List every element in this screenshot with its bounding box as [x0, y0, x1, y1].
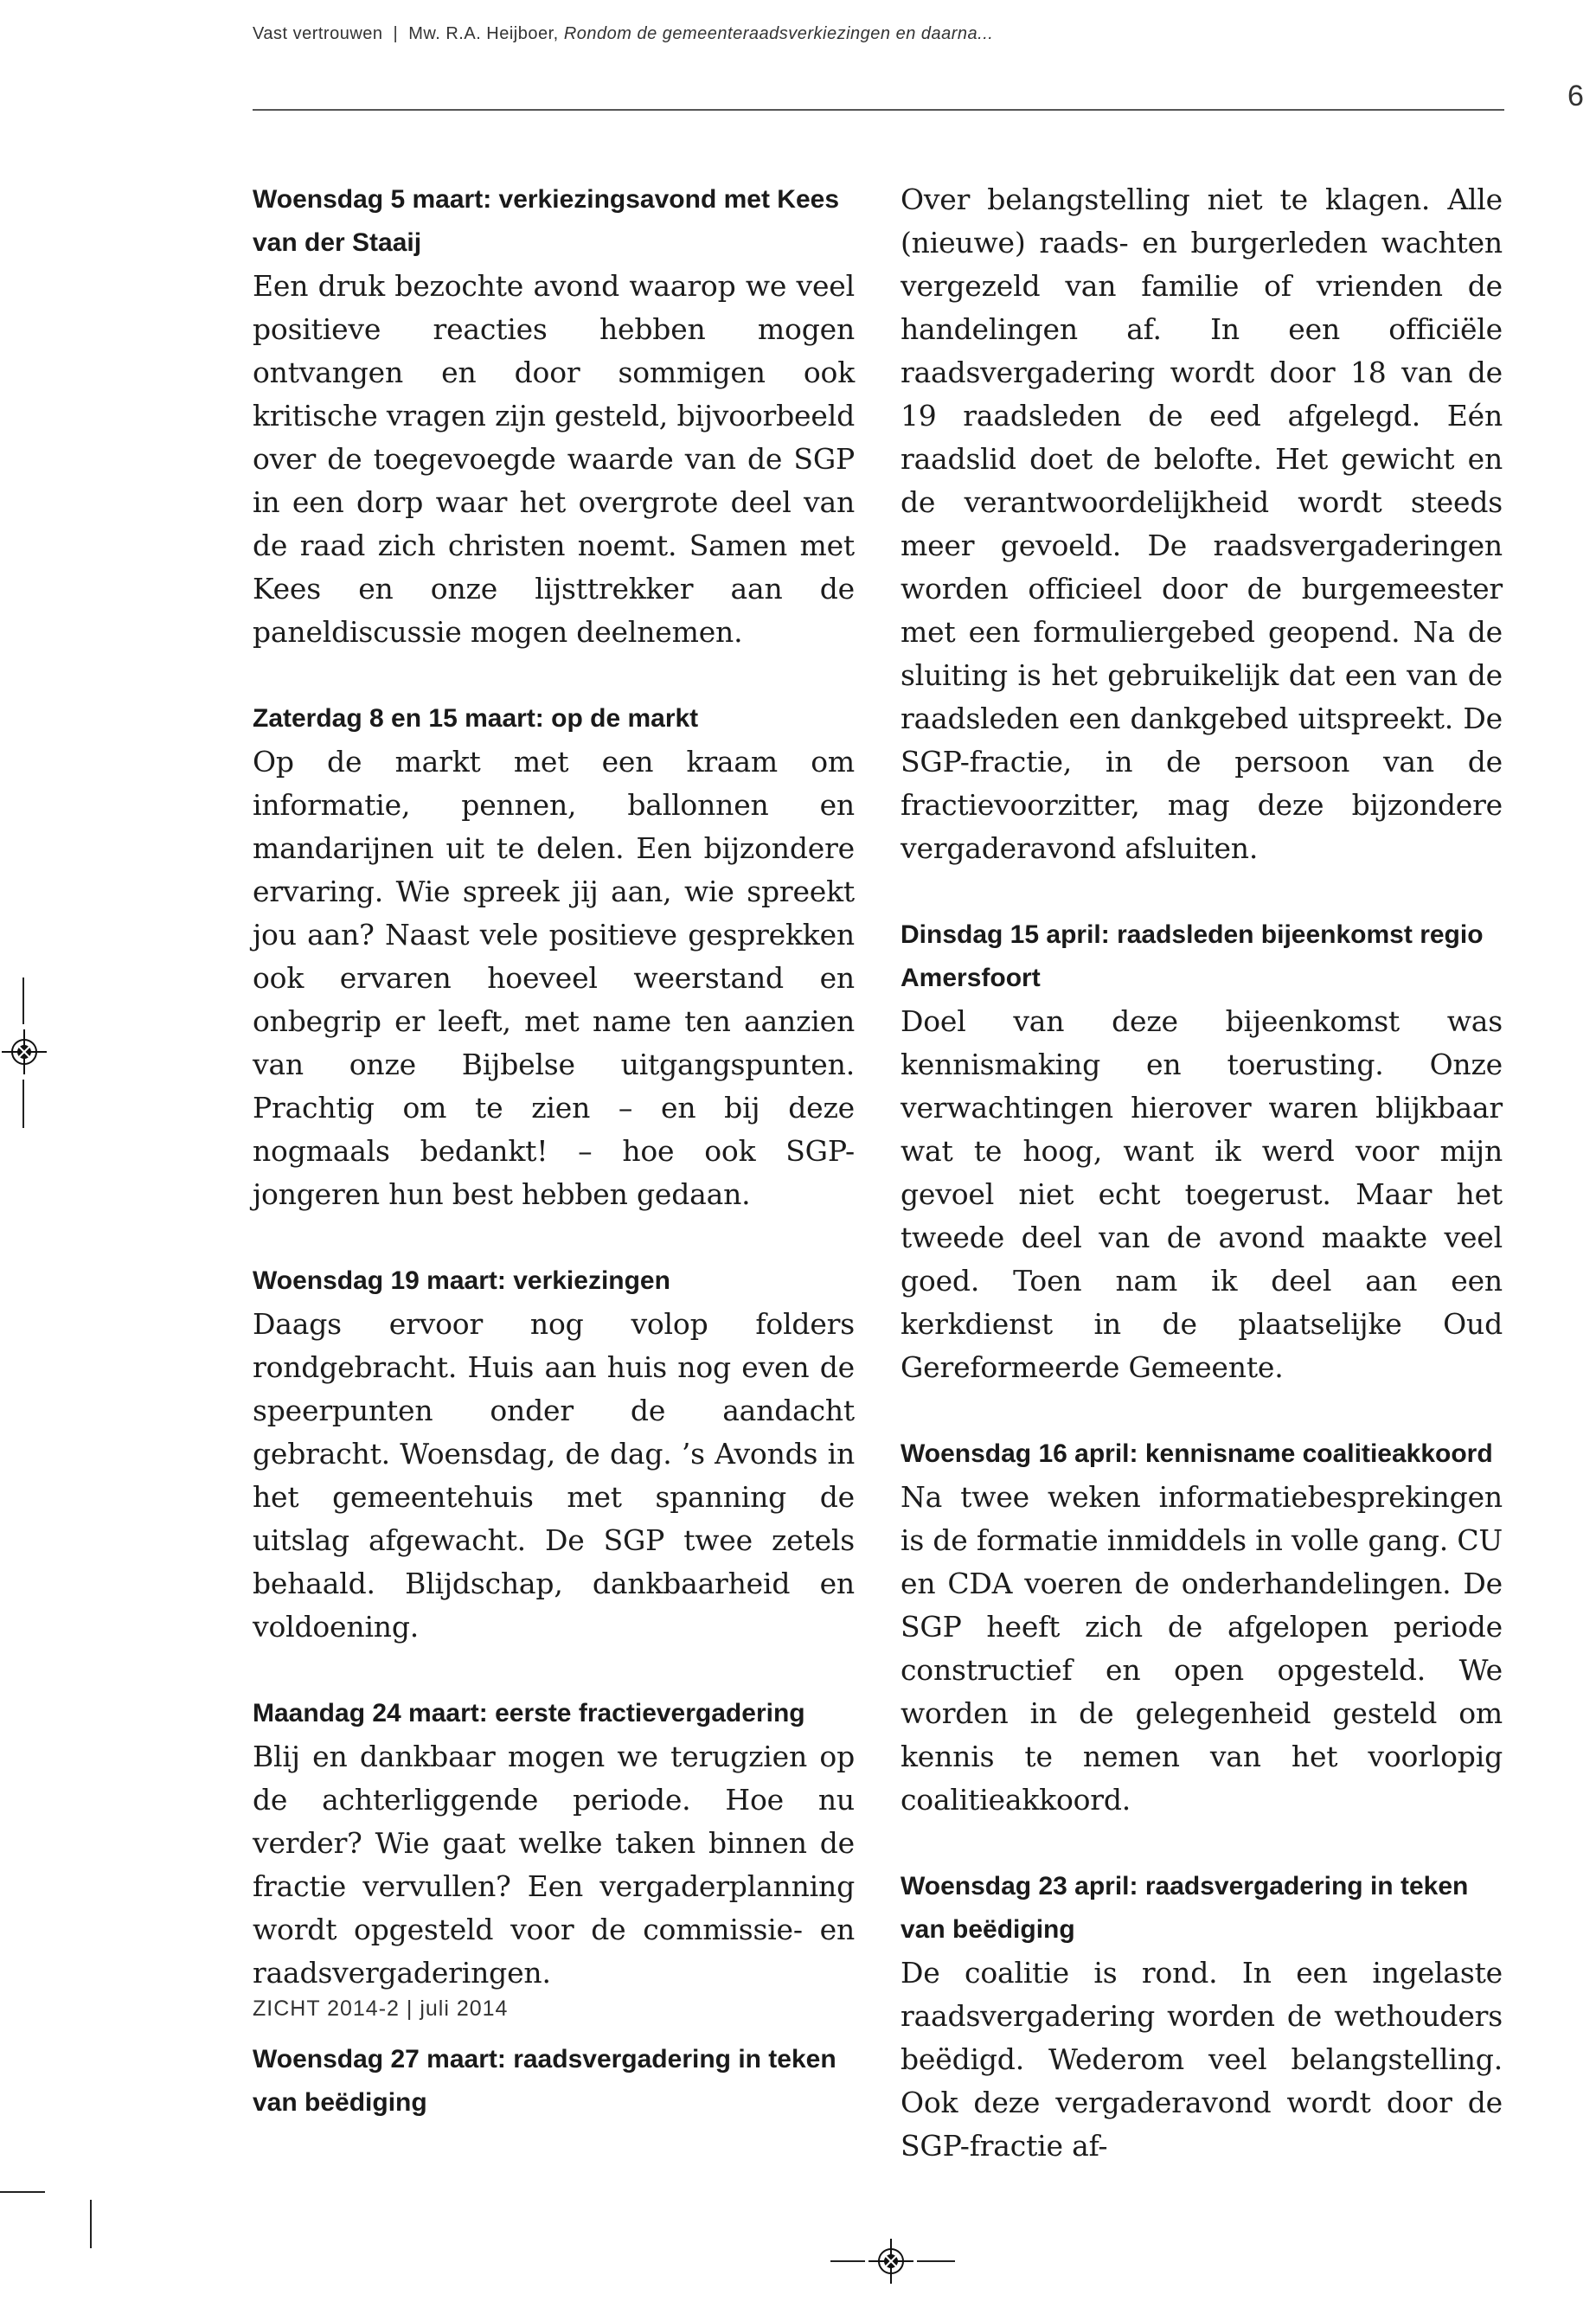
- article-section: [253, 1692, 855, 1995]
- right-column: [901, 178, 1503, 2211]
- page-number: 6: [1567, 80, 1584, 112]
- article-section: [253, 2038, 855, 2125]
- header-rule: [253, 109, 1504, 111]
- section-body: Blij en dankbaar mogen we terugzien op de achterliggende periode. Hoe nu verder? Wie gaat welke taken binnen de fractie vervullen? Een vergaderplanning wordt opgesteld voor de commissie- en raadsvergaderingen.: [253, 1740, 855, 1990]
- section-body: De coalitie is rond. In een ingelaste raadsvergadering worden de wethouders beëdigd. Wederom veel belangstelling. Ook deze vergaderavond wordt door de SGP-fractie af-: [901, 1956, 1503, 2163]
- footer-citation: ZICHT 2014-2 | juli 2014: [253, 1997, 509, 2021]
- article-section: [253, 178, 855, 654]
- article-section: [901, 1865, 1503, 2168]
- article-section: [901, 913, 1503, 1389]
- section-heading: Zaterdag 8 en 15 maart: op de markt: [253, 704, 699, 733]
- section-heading: Woensdag 27 maart: raadsvergadering in teken van beëdiging: [253, 2045, 836, 2117]
- crop-line: [830, 2260, 865, 2262]
- section-body: Op de markt met een kraam om informatie, pennen, ballonnen en mandarijnen uit te delen. Een bijzondere ervaring. Wie spreek jij aan, wie spreekt jou aan? Naast vele positieve gesprekken ook ervaren hoeveel weerstand en onbegrip er leeft, met name ten aanzien van onze Bijbelse uitgangspunten. Prachtig om te zien – en bij deze nogmaals bedankt! – hoe ook SGP-jongeren hun best hebben gedaan.: [253, 745, 855, 1211]
- article-section: [253, 1259, 855, 1649]
- running-head-title: Rondom de gemeenteraadsverkiezingen en daarna...: [563, 24, 994, 43]
- crop-line: [0, 2191, 45, 2193]
- crop-line: [22, 1080, 24, 1128]
- section-body: Een druk bezochte avond waarop we veel positieve reacties hebben mogen ontvangen en door sommigen ook kritische vragen zijn gesteld, bijvoorbeeld over de toegevoegde waarde van de SGP in een dorp waar het overgrote deel van de raad zich christen noemt. Samen met Kees en onze lijsttrekker aan de paneldiscussie mogen deelnemen.: [253, 269, 855, 649]
- section-body: Over belangstelling niet te klagen. Alle (nieuwe) raads- en burgerleden wachten vergezeld van familie of vrienden de handelingen af. In een officiële raadsvergadering wordt door 18 van de 19 raadsleden de eed afgelegd. Eén raadslid doet de belofte. Het gewicht en de verantwoordelijkheid wordt steeds meer gevoeld. De raadsvergaderingen worden officieel door de burgemeester met een formuliergebed geopend. Na de sluiting is het gebruikelijk dat een van de raadsleden een dankgebed uitspreekt. De SGP-fractie, in de persoon van de fractievoorzitter, mag deze bijzondere vergaderavond afsluiten.: [901, 183, 1503, 865]
- running-head: [253, 24, 993, 44]
- section-heading: Woensdag 5 maart: verkiezingsavond met Kees van der Staaij: [253, 185, 840, 257]
- running-head-author: Mw. R.A. Heijboer,: [408, 24, 559, 43]
- left-column: [253, 178, 855, 2168]
- section-body: Daags ervoor nog volop folders rondgebracht. Huis aan huis nog even de speerpunten onder de aandacht gebracht. Woensdag, de dag. ’s Avonds in het gemeentehuis met spanning de uitslag afgewacht. De SGP twee zetels behaald. Blijdschap, dankbaarheid en voldoening.: [253, 1307, 855, 1644]
- crop-line: [22, 977, 24, 1024]
- running-head-separator: |: [393, 24, 399, 43]
- registration-mark-icon: [869, 2239, 913, 2284]
- article-section: [901, 178, 1503, 870]
- section-heading: Maandag 24 maart: eerste fractievergadering: [253, 1699, 805, 1727]
- registration-mark-icon: [2, 1029, 47, 1074]
- article-section: [901, 1433, 1503, 1822]
- section-heading: Woensdag 16 april: kennisname coalitieakkoord: [901, 1439, 1493, 1468]
- section-body: Doel van deze bijeenkomst was kennismaking en toerusting. Onze verwachtingen hierover waren blijkbaar wat te hoog, want ik werd voor mijn gevoel niet echt toegerust. Maar het tweede deel van de avond maakte veel goed. Toen nam ik deel aan een kerkdienst in de plaatselijke Oud Gereformeerde Gemeente.: [901, 1004, 1503, 1384]
- crop-line: [917, 2260, 955, 2262]
- running-head-series: Vast vertrouwen: [253, 24, 383, 43]
- section-heading: Woensdag 23 april: raadsvergadering in teken van beëdiging: [901, 1872, 1469, 1944]
- section-body: Na twee weken informatiebesprekingen is de formatie inmiddels in volle gang. CU en CDA voeren de onderhandelingen. De SGP heeft zich de afgelopen periode constructief en open opgesteld. We worden in de gelegenheid gesteld om kennis te nemen van het voorlopig coalitieakkoord.: [901, 1480, 1503, 1817]
- article-section: [253, 697, 855, 1216]
- section-heading: Dinsdag 15 april: raadsleden bijeenkomst regio Amersfoort: [901, 920, 1484, 992]
- crop-line: [90, 2200, 92, 2248]
- section-heading: Woensdag 19 maart: verkiezingen: [253, 1266, 670, 1295]
